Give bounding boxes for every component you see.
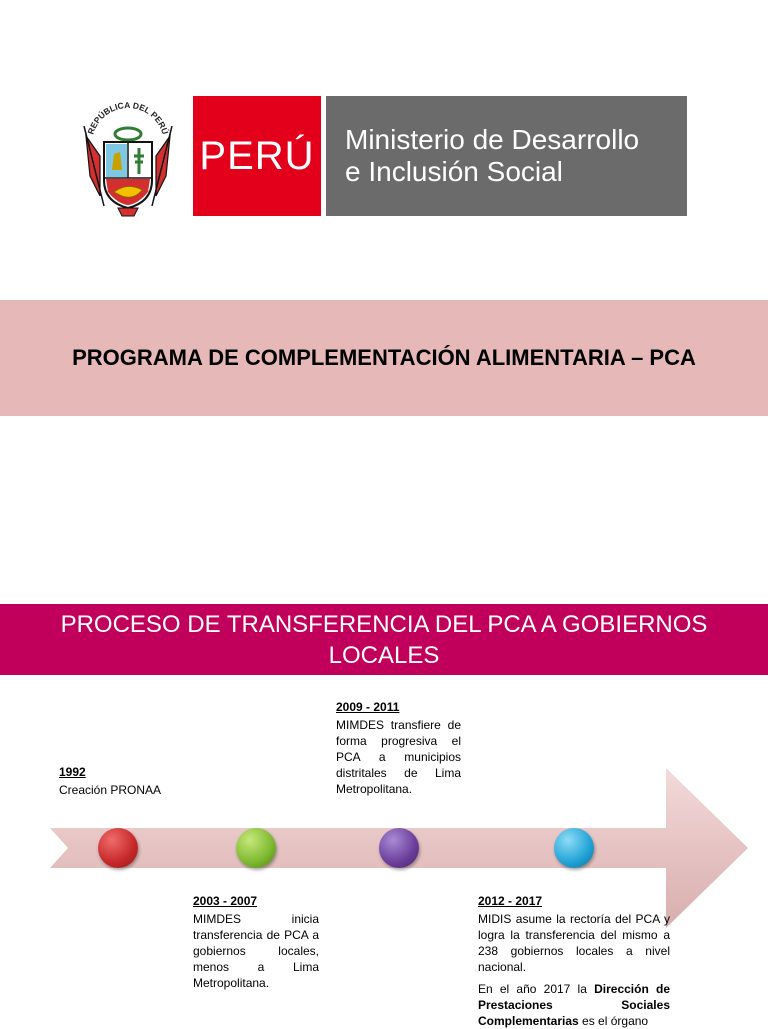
entry-text-2-post: es el órgano: [578, 1014, 649, 1028]
timeline-entry-1992: [59, 764, 219, 798]
entry-text: Creación PRONAA: [59, 783, 162, 797]
section-banner: [0, 604, 768, 675]
section-title-line-1: PROCESO DE TRANSFERENCIA DEL PCA A GOBIERNOS: [60, 610, 708, 638]
entry-text: MIMDES transfiere de forma progresiva el PCA a municipios distritales de Lima Metropolitana.: [336, 718, 461, 796]
entry-text: MIDIS asume la rectoría del PCA y logra la transferencia del mismo a 238 gobiernos locales a nivel nacional.: [478, 912, 670, 974]
ministry-logo: [326, 96, 687, 216]
entry-year: 2003 - 2007: [193, 894, 258, 908]
timeline-entry-2009-2011: [336, 699, 461, 797]
entry-text: MIMDES inicia transferencia de PCA a gobiernos locales, menos a Lima Metropolitana.: [193, 912, 319, 990]
program-title: PROGRAMA DE COMPLEMENTACIÓN ALIMENTARIA – PCA: [72, 345, 696, 370]
entry-text-2: [478, 981, 670, 1029]
timeline-dot-2012-2017: [554, 828, 594, 868]
timeline-dot-2009-2011: [379, 828, 419, 868]
ministry-line-2: e Inclusión Social: [345, 156, 563, 187]
entry-text-2-pre: En el año 2017 la: [478, 982, 595, 996]
program-banner: [0, 300, 768, 416]
entry-year: 2012 - 2017: [478, 894, 543, 908]
ministry-line-1: Ministerio de Desarrollo: [345, 124, 640, 155]
peru-brand-logo: [193, 96, 321, 216]
entry-year: 2009 - 2011: [336, 700, 400, 714]
timeline-entry-2012-2017: [478, 893, 670, 1029]
svg-text:REPÚBLICA DEL PERÚ: [85, 100, 171, 136]
timeline-dot-1992: [98, 828, 138, 868]
entry-text-2-bold: Dirección de Prestaciones Sociales Complementarias: [478, 982, 670, 1028]
timeline-entry-2003-2007: [193, 893, 319, 991]
timeline-dot-2003-2007: [236, 828, 276, 868]
crest-text: REPÚBLICA DEL PERÚ: [85, 99, 171, 136]
peru-label: PERÚ: [199, 133, 315, 178]
coat-of-arms-peru: [78, 96, 178, 220]
entry-year: 1992: [59, 765, 86, 779]
section-title-line-2: LOCALES: [328, 641, 440, 669]
section-title: [61, 609, 708, 671]
